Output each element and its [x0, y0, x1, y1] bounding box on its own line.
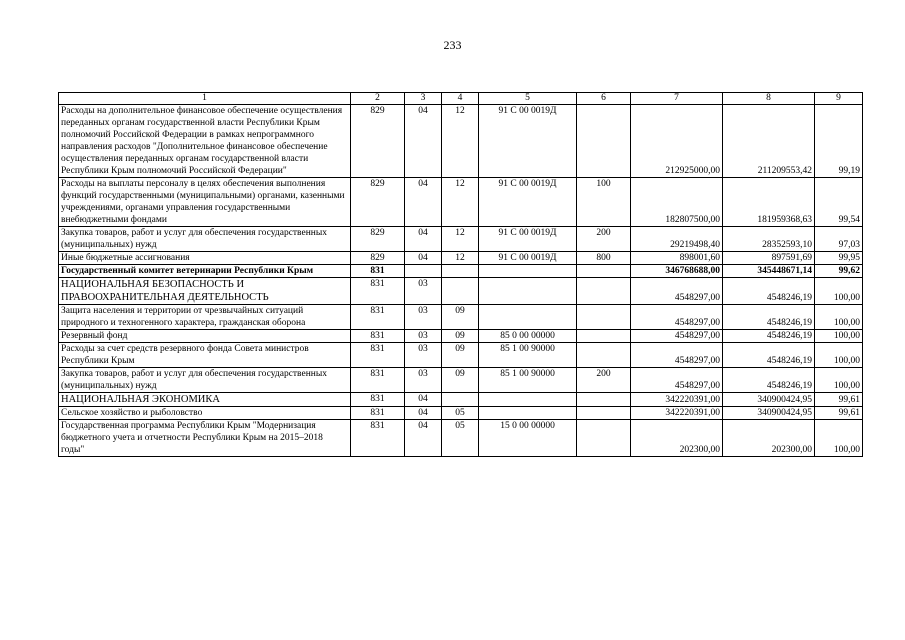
grbs-code-cell: 831: [351, 278, 405, 305]
planned-amount-cell: 898001,60: [631, 252, 723, 265]
expense-name-cell: Иные бюджетные ассигнования: [59, 252, 351, 265]
subsection-code-cell: 12: [442, 252, 479, 265]
expense-name-cell: Резервный фонд: [59, 330, 351, 343]
subsection-code-cell: 05: [442, 420, 479, 457]
execution-percent-cell: 99,19: [815, 105, 863, 178]
execution-percent-cell: 99,54: [815, 178, 863, 227]
expense-type-cell: [577, 420, 631, 457]
subsection-code-cell: 12: [442, 105, 479, 178]
expense-name-cell: НАЦИОНАЛЬНАЯ БЕЗОПАСНОСТЬ И ПРАВООХРАНИТЕЛЬНАЯ ДЕЯТЕЛЬНОСТЬ: [59, 278, 351, 305]
expense-name-cell: Закупка товаров, работ и услуг для обеспечения государственных (муниципальных) нужд: [59, 368, 351, 393]
expense-name-cell: Государственная программа Республики Крым "Модернизация бюджетного учета и отчетности Республики Крым на 2015–2018 годы": [59, 420, 351, 457]
actual-amount-cell: 4548246,19: [723, 305, 815, 330]
page-number: 233: [443, 38, 462, 52]
grbs-code-cell: 829: [351, 252, 405, 265]
header-cell: 5: [479, 93, 577, 105]
target-article-cell: [479, 393, 577, 407]
subsection-code-cell: 12: [442, 178, 479, 227]
subsection-code-cell: 12: [442, 227, 479, 252]
execution-percent-cell: 99,62: [815, 265, 863, 278]
execution-percent-cell: 99,61: [815, 407, 863, 420]
expense-type-cell: [577, 407, 631, 420]
grbs-code-cell: 831: [351, 368, 405, 393]
table-row: [59, 278, 863, 305]
expense-type-cell: [577, 278, 631, 305]
header-cell: 3: [405, 93, 442, 105]
table-body: [59, 93, 863, 457]
target-article-cell: [479, 407, 577, 420]
actual-amount-cell: 340900424,95: [723, 407, 815, 420]
section-code-cell: 04: [405, 407, 442, 420]
actual-amount-cell: 211209553,42: [723, 105, 815, 178]
planned-amount-cell: 4548297,00: [631, 343, 723, 368]
actual-amount-cell: 202300,00: [723, 420, 815, 457]
table-row: [59, 420, 863, 457]
subsection-code-cell: [442, 278, 479, 305]
table-row: [59, 265, 863, 278]
planned-amount-cell: 4548297,00: [631, 305, 723, 330]
expense-name-cell: НАЦИОНАЛЬНАЯ ЭКОНОМИКА: [59, 393, 351, 407]
table-row: [59, 407, 863, 420]
planned-amount-cell: 4548297,00: [631, 368, 723, 393]
actual-amount-cell: 4548246,19: [723, 278, 815, 305]
execution-percent-cell: 97,03: [815, 227, 863, 252]
section-code-cell: [405, 265, 442, 278]
expense-name-cell: Расходы на дополнительное финансовое обеспечение осуществления переданных органам государственной власти Республики Крым полномочий Российской Федерации в рамках непрограммного направления расходов "Дополнительное финансовое обеспечение осуществления переданных органам государственной власти Республики Крым полномочий Российской Федерации": [59, 105, 351, 178]
table-row: [59, 393, 863, 407]
subsection-code-cell: 09: [442, 343, 479, 368]
target-article-cell: 91 С 00 0019Д: [479, 105, 577, 178]
section-code-cell: 03: [405, 343, 442, 368]
actual-amount-cell: 28352593,10: [723, 227, 815, 252]
grbs-code-cell: 831: [351, 343, 405, 368]
subsection-code-cell: 09: [442, 330, 479, 343]
target-article-cell: 91 С 00 0019Д: [479, 252, 577, 265]
planned-amount-cell: 342220391,00: [631, 407, 723, 420]
planned-amount-cell: 346768688,00: [631, 265, 723, 278]
section-code-cell: 04: [405, 393, 442, 407]
planned-amount-cell: 4548297,00: [631, 278, 723, 305]
actual-amount-cell: 4548246,19: [723, 330, 815, 343]
expense-type-cell: [577, 265, 631, 278]
subsection-code-cell: [442, 393, 479, 407]
target-article-cell: 91 С 00 0019Д: [479, 227, 577, 252]
grbs-code-cell: 831: [351, 407, 405, 420]
subsection-code-cell: 09: [442, 368, 479, 393]
table-row: [59, 305, 863, 330]
grbs-code-cell: 829: [351, 227, 405, 252]
planned-amount-cell: 29219498,40: [631, 227, 723, 252]
actual-amount-cell: 4548246,19: [723, 343, 815, 368]
execution-percent-cell: 99,95: [815, 252, 863, 265]
budget-table: [58, 92, 863, 457]
expense-type-cell: [577, 305, 631, 330]
expense-type-cell: [577, 393, 631, 407]
grbs-code-cell: 831: [351, 265, 405, 278]
expense-name-cell: Закупка товаров, работ и услуг для обеспечения государственных (муниципальных) нужд: [59, 227, 351, 252]
header-cell: 2: [351, 93, 405, 105]
subsection-code-cell: [442, 265, 479, 278]
execution-percent-cell: 100,00: [815, 278, 863, 305]
expense-type-cell: 800: [577, 252, 631, 265]
header-cell: 9: [815, 93, 863, 105]
actual-amount-cell: 897591,69: [723, 252, 815, 265]
grbs-code-cell: 829: [351, 105, 405, 178]
grbs-code-cell: 831: [351, 420, 405, 457]
target-article-cell: [479, 305, 577, 330]
section-code-cell: 04: [405, 105, 442, 178]
execution-percent-cell: 100,00: [815, 420, 863, 457]
section-code-cell: 04: [405, 420, 442, 457]
actual-amount-cell: 181959368,63: [723, 178, 815, 227]
target-article-cell: 91 С 00 0019Д: [479, 178, 577, 227]
expense-type-cell: 200: [577, 227, 631, 252]
target-article-cell: [479, 265, 577, 278]
header-row: [59, 93, 863, 105]
table-row: [59, 178, 863, 227]
header-cell: 1: [59, 93, 351, 105]
subsection-code-cell: 05: [442, 407, 479, 420]
grbs-code-cell: 831: [351, 330, 405, 343]
actual-amount-cell: 4548246,19: [723, 368, 815, 393]
header-cell: 4: [442, 93, 479, 105]
planned-amount-cell: 202300,00: [631, 420, 723, 457]
expense-name-cell: Государственный комитет ветеринарии Республики Крым: [59, 265, 351, 278]
grbs-code-cell: 829: [351, 178, 405, 227]
planned-amount-cell: 342220391,00: [631, 393, 723, 407]
expense-type-cell: [577, 330, 631, 343]
expense-type-cell: 200: [577, 368, 631, 393]
expense-type-cell: [577, 105, 631, 178]
table-row: [59, 227, 863, 252]
target-article-cell: 85 1 00 90000: [479, 343, 577, 368]
expense-name-cell: Сельское хозяйство и рыболовство: [59, 407, 351, 420]
subsection-code-cell: 09: [442, 305, 479, 330]
header-cell: 6: [577, 93, 631, 105]
expense-name-cell: Расходы на выплаты персоналу в целях обеспечения выполнения функций государственными (муниципальными) органами, казенными учреждениями, органами управления государственными внебюджетными фондами: [59, 178, 351, 227]
actual-amount-cell: 340900424,95: [723, 393, 815, 407]
section-code-cell: 03: [405, 278, 442, 305]
expense-type-cell: [577, 343, 631, 368]
execution-percent-cell: 100,00: [815, 368, 863, 393]
target-article-cell: 15 0 00 00000: [479, 420, 577, 457]
expense-name-cell: Защита населения и территории от чрезвычайных ситуаций природного и техногенного характера, гражданская оборона: [59, 305, 351, 330]
header-cell: 7: [631, 93, 723, 105]
expense-type-cell: 100: [577, 178, 631, 227]
actual-amount-cell: 345448671,14: [723, 265, 815, 278]
planned-amount-cell: 182807500,00: [631, 178, 723, 227]
execution-percent-cell: 100,00: [815, 330, 863, 343]
table-row: [59, 330, 863, 343]
grbs-code-cell: 831: [351, 393, 405, 407]
table-row: [59, 368, 863, 393]
planned-amount-cell: 212925000,00: [631, 105, 723, 178]
planned-amount-cell: 4548297,00: [631, 330, 723, 343]
section-code-cell: 03: [405, 305, 442, 330]
section-code-cell: 03: [405, 330, 442, 343]
section-code-cell: 04: [405, 178, 442, 227]
target-article-cell: [479, 278, 577, 305]
table-row: [59, 252, 863, 265]
header-cell: 8: [723, 93, 815, 105]
grbs-code-cell: 831: [351, 305, 405, 330]
execution-percent-cell: 100,00: [815, 305, 863, 330]
table-row: [59, 343, 863, 368]
execution-percent-cell: 99,61: [815, 393, 863, 407]
target-article-cell: 85 1 00 90000: [479, 368, 577, 393]
target-article-cell: 85 0 00 00000: [479, 330, 577, 343]
section-code-cell: 04: [405, 252, 442, 265]
section-code-cell: 04: [405, 227, 442, 252]
expense-name-cell: Расходы за счет средств резервного фонда Совета министров Республики Крым: [59, 343, 351, 368]
table-row: [59, 105, 863, 178]
section-code-cell: 03: [405, 368, 442, 393]
execution-percent-cell: 100,00: [815, 343, 863, 368]
